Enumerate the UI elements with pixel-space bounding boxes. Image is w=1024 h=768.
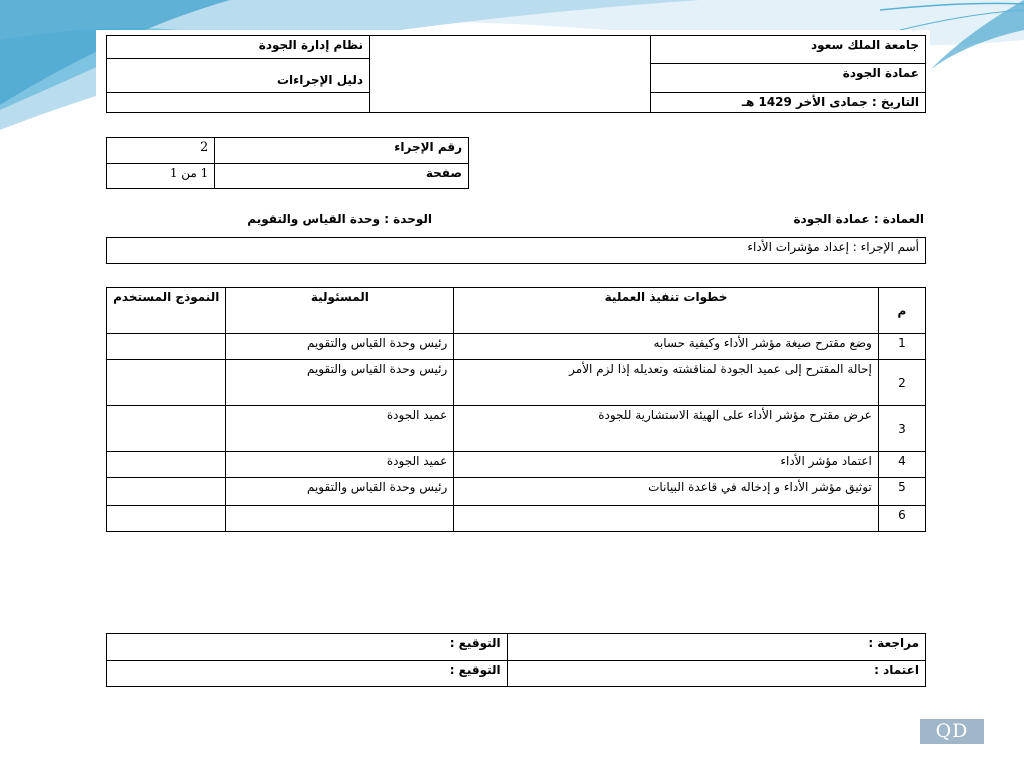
university-name: جامعة الملك سعود (651, 36, 926, 64)
page-value: 1 من 1 (107, 164, 215, 189)
step-num: 6 (878, 506, 925, 532)
step-form (107, 478, 226, 506)
approve-signature-label: التوقيع : (107, 660, 508, 687)
steps-table (106, 287, 926, 532)
step-num: 3 (878, 406, 925, 452)
steps-header-num: م (878, 288, 925, 334)
table-row (107, 334, 926, 360)
step-text: توثيق مؤشر الأداء و إدخاله في قاعدة البيانات (454, 478, 879, 506)
manual-title: دليل الإجراءات (276, 73, 363, 87)
step-form (107, 506, 226, 532)
header-system-cell (107, 36, 370, 93)
deanship-line: العمادة : عمادة الجودة (793, 212, 924, 226)
table-row (107, 452, 926, 478)
step-responsibility: رئيس وحدة القياس والتقويم (226, 334, 454, 360)
procedure-name-table (106, 237, 926, 264)
steps-header-form: النموذج المستخدم (107, 288, 226, 334)
step-form (107, 360, 226, 406)
unit-line: الوحدة : وحدة القياس والتقويم (247, 212, 432, 226)
page-label: صفحة (215, 164, 469, 189)
procedure-number-value: 2 (107, 138, 215, 164)
step-text: وضع مقترح صيغة مؤشر الأداء وكيفية حسابه (454, 334, 879, 360)
procedure-number-label: رقم الإجراء (215, 138, 469, 164)
step-responsibility: رئيس وحدة القياس والتقويم (226, 360, 454, 406)
qd-badge: QD (920, 719, 984, 744)
document-header-table (106, 35, 926, 113)
step-form (107, 334, 226, 360)
review-label: مراجعة : (507, 634, 925, 661)
step-form (107, 406, 226, 452)
header-date: التاريخ : جمادى الأخر 1429 هـ (651, 92, 926, 112)
deanship-name: عمادة الجودة (651, 64, 926, 92)
step-text: اعتماد مؤشر الأداء (454, 452, 879, 478)
procedure-name: أسم الإجراء : إعداد مؤشرات الأداء (107, 238, 926, 264)
approve-label: اعتماد : (507, 660, 925, 687)
table-row (107, 406, 926, 452)
steps-header-steps: خطوات تنفيذ العملية (454, 288, 879, 334)
step-responsibility: عميد الجودة (226, 406, 454, 452)
header-empty-cell (107, 92, 370, 112)
table-row (107, 360, 926, 406)
table-row (107, 478, 926, 506)
review-signature-label: التوقيع : (107, 634, 508, 661)
step-num: 4 (878, 452, 925, 478)
procedure-info-table (106, 137, 469, 189)
step-text: عرض مقترح مؤشر الأداء على الهيئة الاستشارية للجودة (454, 406, 879, 452)
step-responsibility: عميد الجودة (226, 452, 454, 478)
header-logo-cell (370, 36, 651, 113)
step-responsibility (226, 506, 454, 532)
step-num: 2 (878, 360, 925, 406)
step-text (454, 506, 879, 532)
step-text: إحالة المقترح إلى عميد الجودة لمناقشته وتعديله إذا لزم الأمر (454, 360, 879, 406)
table-row (107, 506, 926, 532)
steps-header-responsibility: المسئولية (226, 288, 454, 334)
step-responsibility: رئيس وحدة القياس والتقويم (226, 478, 454, 506)
signatures-table (106, 633, 926, 687)
step-num: 1 (878, 334, 925, 360)
step-form (107, 452, 226, 478)
step-num: 5 (878, 478, 925, 506)
system-title: نظام إدارة الجودة (107, 36, 369, 59)
